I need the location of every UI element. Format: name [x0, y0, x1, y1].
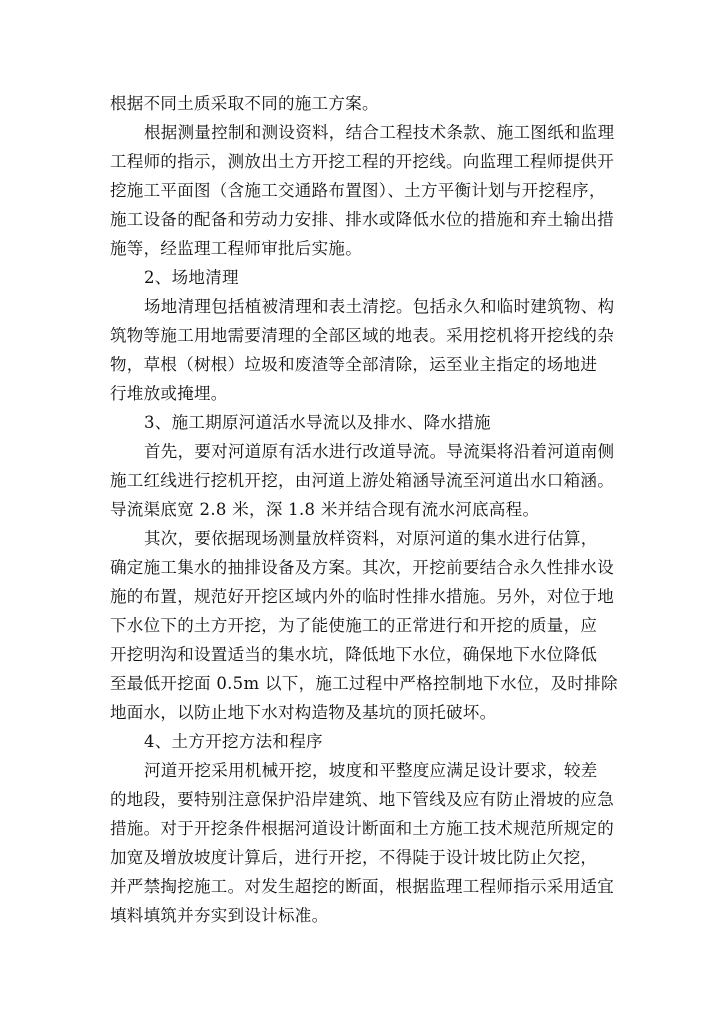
text-line: 地面水，以防止地下水对构造物及基坑的顶托破坏。	[110, 703, 497, 722]
text-line: 确定施工集水的抽排设备及方案。其次，开挖前要结合永久性排水设	[110, 558, 614, 577]
paragraph-first-line: 首先，要对河道原有活水进行改道导流。导流渠将沿着河道南侧	[144, 442, 615, 461]
text-line: 挖施工平面图（含施工交通路布置图）、土方平衡计划与开挖程序，	[110, 181, 606, 200]
paragraph-first-line: 河道开挖采用机械开挖，坡度和平整度应满足设计要求，较差	[144, 761, 598, 780]
text-line: 施的布置，规范好开挖区域内外的临时性排水措施。另外，对位于地	[110, 587, 614, 606]
text-line: 的地段，要特别注意保护沿岸建筑、地下管线及应有防止滑坡的应急	[110, 790, 614, 809]
text-line: 筑物等施工用地需要清理的全部区域的地表。采用挖机将开挖线的杂	[110, 326, 614, 345]
text-line: 填料填筑并夯实到设计标准。	[110, 906, 329, 925]
text-line: 工程师的指示，测放出土方开挖工程的开挖线。向监理工程师提供开	[110, 152, 614, 171]
text-line: 施工设备的配备和劳动力安排、排水或降低水位的措施和弃土输出措	[110, 210, 614, 229]
text-line: 至最低开挖面 0.5m 以下，施工过程中严格控制地下水位，及时排除	[110, 674, 618, 693]
text-line: 加宽及增放坡度计算后，进行开挖，不得陡于设计坡比防止欠挖，	[110, 848, 598, 867]
text-line: 物，草根（树根）垃圾和废渣等全部清除，运至业主指定的场地进	[110, 355, 598, 374]
text-line: 施等，经监理工程师审批后实施。	[110, 239, 362, 258]
text-line: 行堆放或掩埋。	[110, 384, 228, 403]
paragraph-first-line: 根据测量控制和测设资料，结合工程技术条款、施工图纸和监理	[144, 123, 615, 142]
text-line: 并严禁掏挖施工。对发生超挖的断面，根据监理工程师指示采用适宜	[110, 877, 614, 896]
section-heading: 2、场地清理	[144, 268, 239, 287]
paragraph-first-line: 其次，要依据现场测量放样资料，对原河道的集水进行估算，	[144, 529, 598, 548]
section-heading: 4、土方开挖方法和程序	[144, 732, 323, 751]
section-heading: 3、施工期原河道活水导流以及排水、降水措施	[144, 413, 491, 432]
text-line: 导流渠底宽 2.8 米，深 1.8 米并结合现有流水河底高程。	[110, 500, 540, 519]
text-line: 根据不同土质采取不同的施工方案。	[110, 94, 379, 113]
text-line: 施工红线进行挖机开挖，由河道上游处箱涵导流至河道出水口箱涵。	[110, 471, 614, 490]
text-line: 开挖明沟和设置适当的集水坑，降低地下水位，确保地下水位降低	[110, 645, 598, 664]
text-line: 措施。对于开挖条件根据河道设计断面和土方施工技术规范所规定的	[110, 819, 614, 838]
text-line: 下水位下的土方开挖，为了能使施工的正常进行和开挖的质量，应	[110, 616, 598, 635]
paragraph-first-line: 场地清理包括植被清理和表土清挖。包括永久和临时建筑物、构	[144, 297, 615, 316]
